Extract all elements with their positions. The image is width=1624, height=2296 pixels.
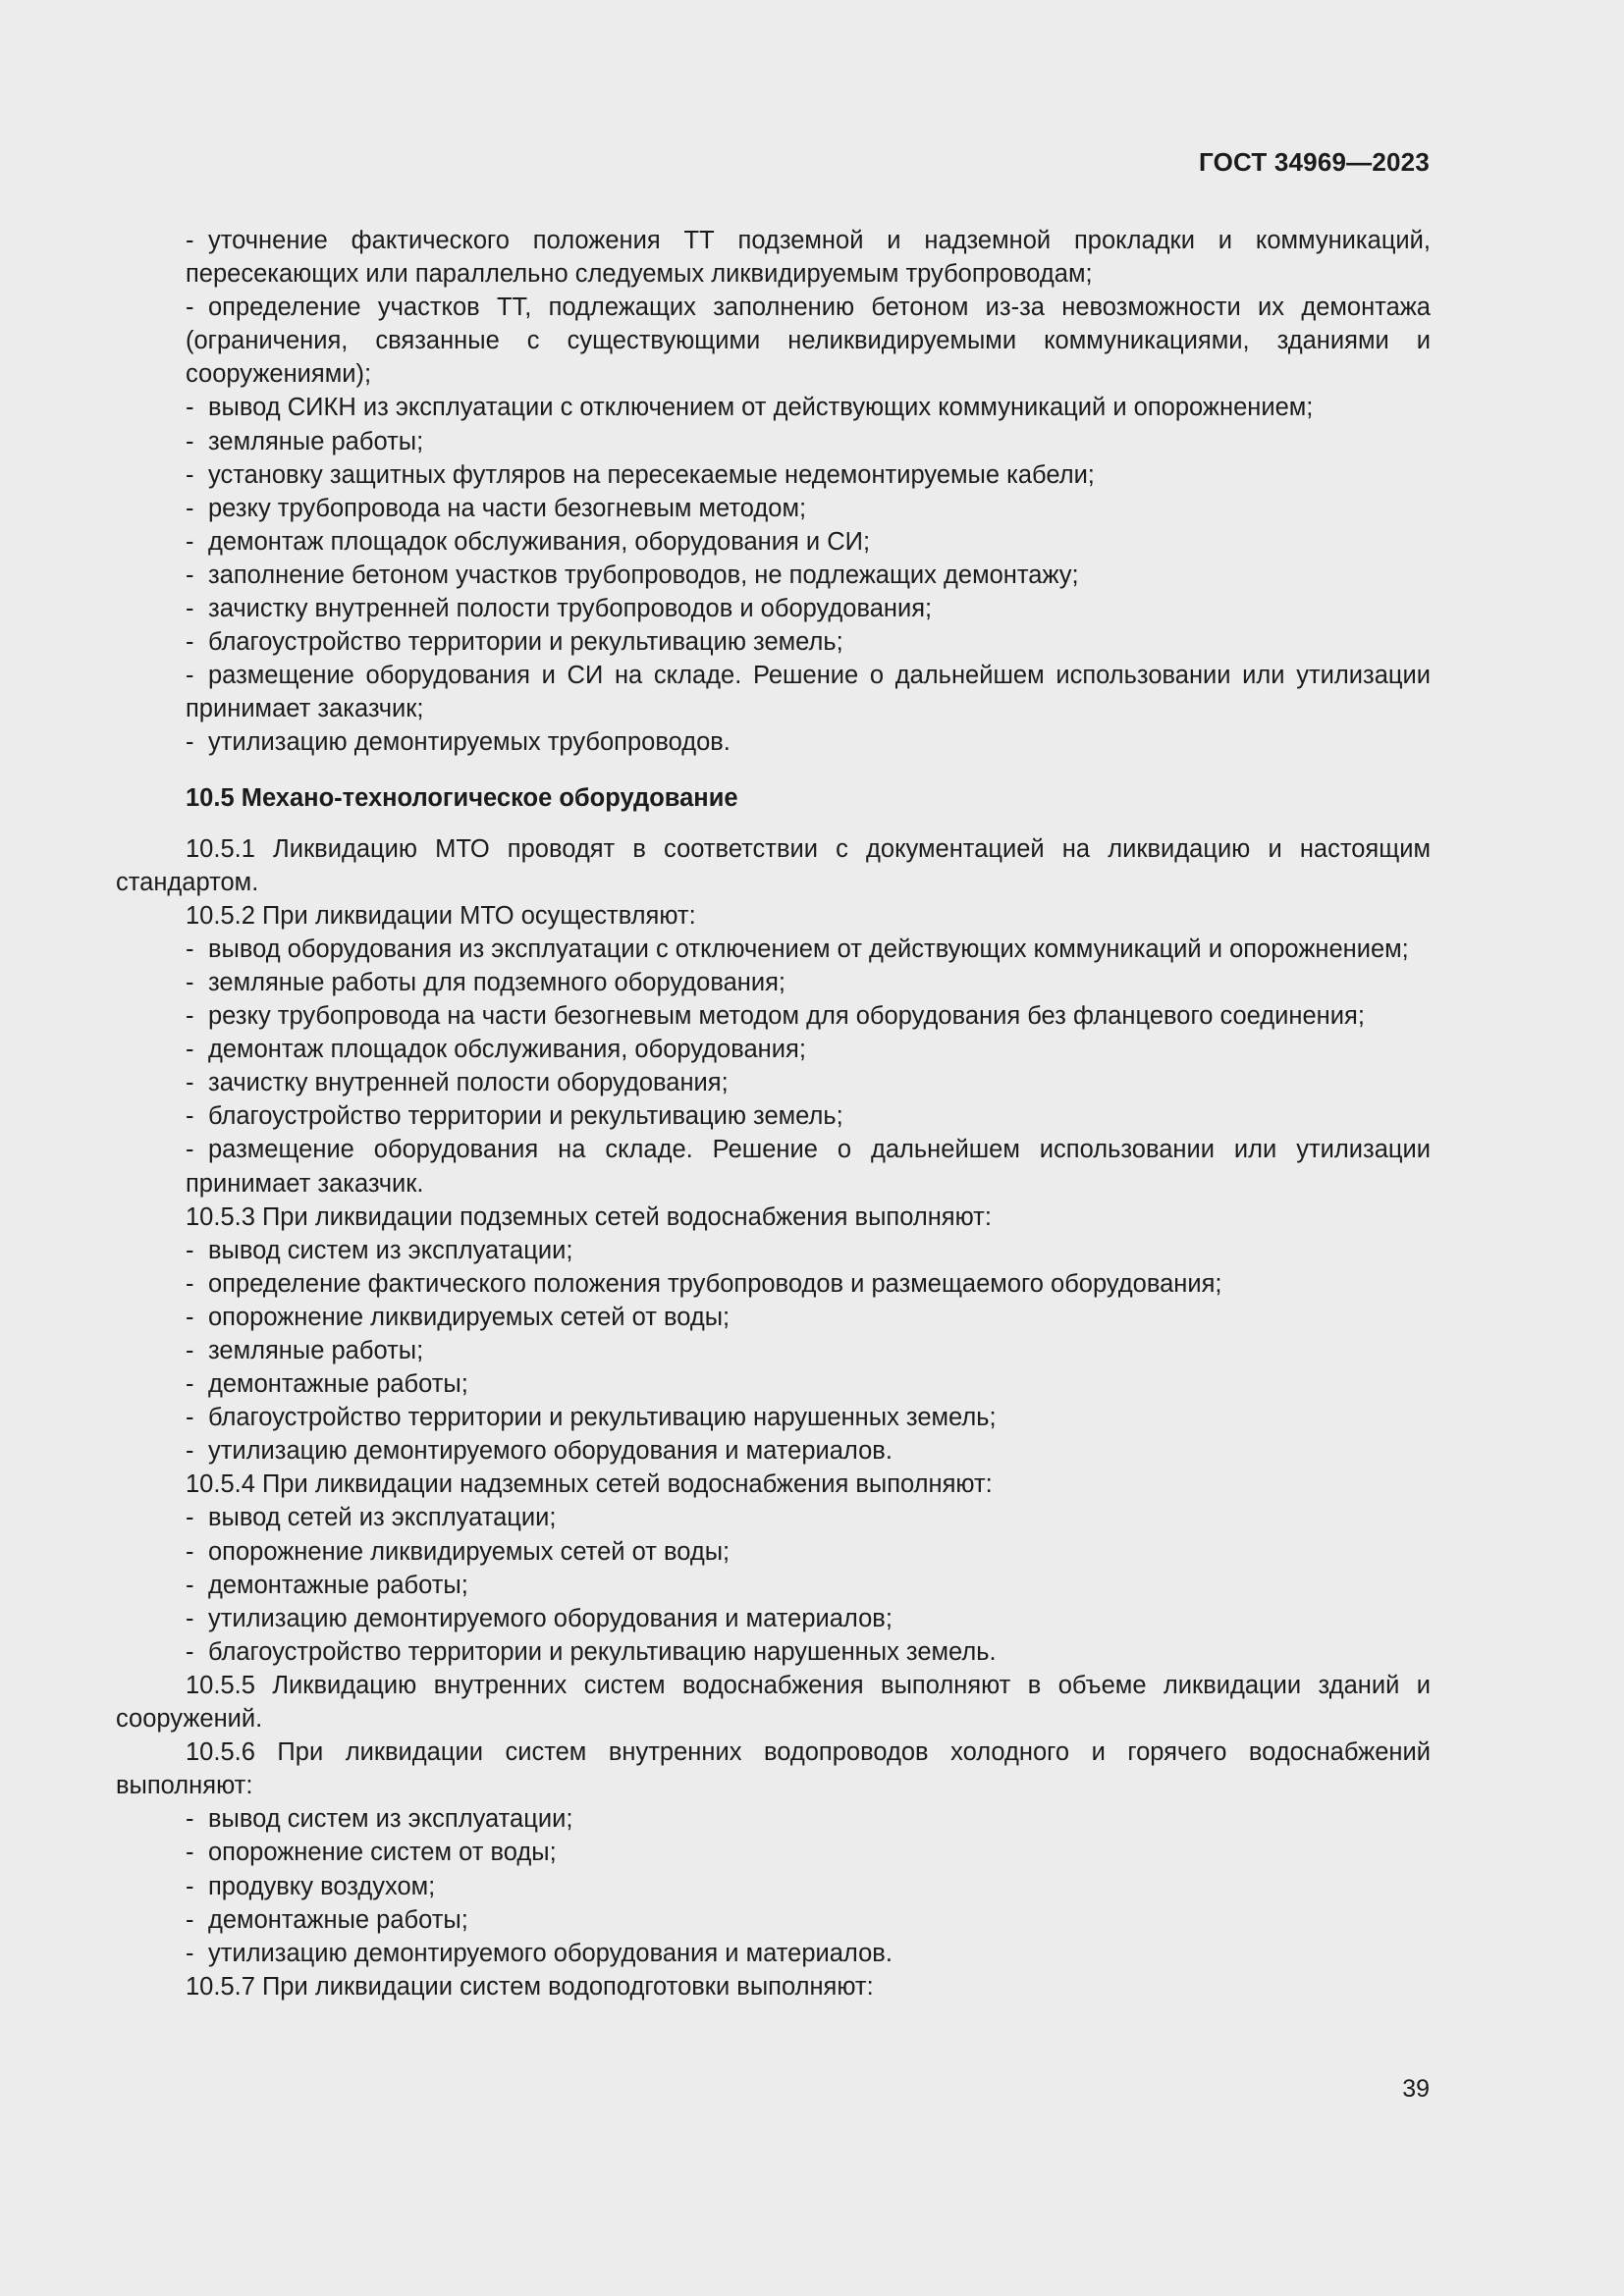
list-dash: -: [186, 1236, 194, 1264]
list-item: [116, 625, 1431, 659]
list-dash: -: [186, 728, 194, 757]
list-item-text: зачистку внутренней полости трубопроводов и оборудования;: [208, 595, 933, 623]
list-item-text: демонтаж площадок обслуживания, оборудования;: [208, 1036, 806, 1064]
list-4: [116, 1501, 1431, 1668]
paragraph-10-5-5: 10.5.5 Ликвидацию внутренних систем водоснабжения выполняют в объеме ликвидации зданий и сооружений.: [116, 1671, 1431, 1734]
list-item-text: размещение оборудования и СИ на складе. Решение о дальнейшем использовании или утилизации принимает заказчик;: [186, 662, 1431, 723]
list-item: [116, 999, 1431, 1033]
list-dash: -: [186, 460, 194, 489]
list-item: [116, 1234, 1431, 1267]
list-2: [116, 933, 1431, 1201]
list-dash: -: [186, 1637, 194, 1666]
paragraph-10-5-4: 10.5.4 При ликвидации надземных сетей водоснабжения выполняют:: [186, 1470, 993, 1499]
list-item-text: уточнение фактического положения ТТ подземной и надземной прокладки и коммуникаций, пересекающих или параллельно следуемых ликвидируемым трубопроводам;: [186, 227, 1431, 289]
list-item: [116, 1334, 1431, 1367]
list-item-text: утилизацию демонтируемых трубопроводов.: [208, 728, 731, 757]
list-dash: -: [186, 1269, 194, 1298]
list-item-text: благоустройство территории и рекультивацию нарушенных земель.: [208, 1637, 997, 1666]
list-item-text: продувку воздухом;: [208, 1872, 436, 1900]
list-item: [116, 659, 1431, 725]
list-item-text: демонтажные работы;: [208, 1571, 468, 1599]
list-item-text: утилизацию демонтируемого оборудования и материалов.: [208, 1939, 893, 1967]
list-item: [116, 1602, 1431, 1635]
list-dash: -: [186, 1504, 194, 1532]
list-item-text: земляные работы для подземного оборудования;: [208, 968, 786, 996]
page-number: 39: [1402, 2075, 1430, 2103]
list-item: [116, 1635, 1431, 1669]
list-item-text: вывод оборудования из эксплуатации с отключением от действующих коммуникаций и опорожнением;: [208, 934, 1409, 963]
list-dash: -: [186, 1303, 194, 1331]
list-dash: -: [186, 1337, 194, 1364]
list-item-text: благоустройство территории и рекультивацию нарушенных земель;: [208, 1404, 997, 1432]
list-dash: -: [186, 595, 194, 623]
paragraph-10-5-6: 10.5.6 При ликвидации систем внутренних водопроводов холодного и горячего водоснабжений выполняют:: [116, 1738, 1431, 1800]
list-dash: -: [186, 1537, 194, 1566]
list-dash: -: [186, 294, 194, 322]
list-item: [116, 458, 1431, 492]
page-body: [116, 224, 1431, 2003]
list-item-text: благоустройство территории и рекультивацию земель;: [208, 628, 843, 657]
section-heading: 10.5 Механо-технологическое оборудование: [186, 783, 738, 812]
list-item: [116, 492, 1431, 525]
list-item: [116, 1099, 1431, 1133]
paragraph-10-5-1: 10.5.1 Ликвидацию МТО проводят в соответствии с документацией на ликвидацию и настоящим стандартом.: [116, 834, 1431, 896]
list-dash: -: [186, 1069, 194, 1097]
list-item-text: установку защитных футляров на пересекаемые недемонтируемые кабели;: [208, 460, 1095, 489]
list-item: [116, 559, 1431, 592]
list-3: [116, 1234, 1431, 1468]
list-item-text: определение участков ТТ, подлежащих заполнению бетоном из-за невозможности их демонтажа (ограничения, связанные с существующими неликвидируемыми коммуникациями, зданиями и сооружениями);: [186, 294, 1431, 389]
list-item-text: опорожнение систем от воды;: [208, 1839, 557, 1867]
list-item: [116, 1033, 1431, 1066]
list-item: [116, 1066, 1431, 1099]
list-item-text: вывод сетей из эксплуатации;: [208, 1504, 557, 1532]
list-item-text: заполнение бетоном участков трубопроводов, не подлежащих демонтажу;: [208, 561, 1079, 589]
list-item-text: опорожнение ликвидируемых сетей от воды;: [208, 1537, 731, 1566]
list-item-text: утилизацию демонтируемого оборудования и материалов;: [208, 1604, 893, 1632]
list-item: [116, 1501, 1431, 1534]
list-dash: -: [186, 1872, 194, 1900]
list-dash: -: [186, 934, 194, 963]
list-dash: -: [186, 1571, 194, 1599]
list-dash: -: [186, 1805, 194, 1834]
list-item: [116, 1401, 1431, 1434]
list-item: [116, 966, 1431, 999]
list-item-text: размещение оборудования на складе. Решение о дальнейшем использовании или утилизации принимает заказчик.: [186, 1136, 1431, 1198]
list-dash: -: [186, 561, 194, 589]
list-item-text: демонтажные работы;: [208, 1905, 468, 1934]
list-item-text: определение фактического положения трубопроводов и размещаемого оборудования;: [208, 1269, 1222, 1298]
list-item: [116, 1267, 1431, 1301]
list-dash: -: [186, 968, 194, 996]
list-item: [116, 1367, 1431, 1401]
list-item-text: утилизацию демонтируемого оборудования и материалов.: [208, 1437, 893, 1466]
list-dash: -: [186, 1002, 194, 1031]
list-dash: -: [186, 1036, 194, 1064]
list-item: [116, 592, 1431, 625]
list-dash: -: [186, 1102, 194, 1131]
list-item-text: вывод систем из эксплуатации;: [208, 1805, 573, 1834]
list-dash: -: [186, 427, 194, 455]
paragraph-10-5-7: 10.5.7 При ликвидации систем водоподготовки выполняют:: [186, 1972, 874, 2001]
list-item: [116, 1133, 1431, 1200]
list-dash: -: [186, 662, 194, 690]
list-item-text: зачистку внутренней полости оборудования;: [208, 1069, 729, 1097]
list-dash: -: [186, 1370, 194, 1399]
list-item: [116, 224, 1431, 291]
list-item: [116, 1301, 1431, 1334]
list-dash: -: [186, 628, 194, 657]
paragraph-10-5-3: 10.5.3 При ликвидации подземных сетей водоснабжения выполняют:: [186, 1202, 992, 1231]
list-item-text: опорожнение ликвидируемых сетей от воды;: [208, 1303, 731, 1331]
list-dash: -: [186, 494, 194, 522]
list-dash: -: [186, 1404, 194, 1432]
list-6: [116, 1802, 1431, 1969]
list-item: [116, 1836, 1431, 1869]
list-item-text: вывод СИКН из эксплуатации с отключением от действующих коммуникаций и опорожнением;: [208, 394, 1314, 422]
list-item-text: земляные работы;: [208, 427, 424, 455]
list-item-text: резку трубопровода на части безогневым методом для оборудования без фланцевого соединения;: [208, 1002, 1365, 1031]
list-item-text: резку трубопровода на части безогневым методом;: [208, 494, 807, 522]
list-dash: -: [186, 394, 194, 422]
list-item: [116, 291, 1431, 391]
list-item: [116, 1535, 1431, 1569]
list-1: [116, 224, 1431, 760]
paragraph-10-5-2: 10.5.2 При ликвидации МТО осуществляют:: [186, 901, 696, 930]
list-item: [116, 425, 1431, 458]
list-dash: -: [186, 1136, 194, 1164]
list-item: [116, 725, 1431, 759]
list-dash: -: [186, 1905, 194, 1934]
list-item: [116, 1903, 1431, 1937]
list-item: [116, 525, 1431, 559]
list-dash: -: [186, 1939, 194, 1967]
list-dash: -: [186, 1839, 194, 1867]
list-item-text: демонтажные работы;: [208, 1370, 468, 1399]
list-dash: -: [186, 227, 194, 254]
list-item-text: вывод систем из эксплуатации;: [208, 1236, 573, 1264]
list-dash: -: [186, 527, 194, 556]
list-dash: -: [186, 1604, 194, 1632]
list-item: [116, 933, 1431, 966]
list-item: [116, 1937, 1431, 1970]
list-item-text: благоустройство территории и рекультивацию земель;: [208, 1102, 843, 1131]
list-item-text: демонтаж площадок обслуживания, оборудования и СИ;: [208, 527, 871, 556]
list-item: [116, 1434, 1431, 1468]
list-item: [116, 391, 1431, 424]
list-dash: -: [186, 1437, 194, 1466]
list-item: [116, 1802, 1431, 1836]
list-item: [116, 1870, 1431, 1903]
list-item-text: земляные работы;: [208, 1337, 424, 1364]
list-item: [116, 1569, 1431, 1602]
standard-code: ГОСТ 34969—2023: [1199, 147, 1430, 177]
